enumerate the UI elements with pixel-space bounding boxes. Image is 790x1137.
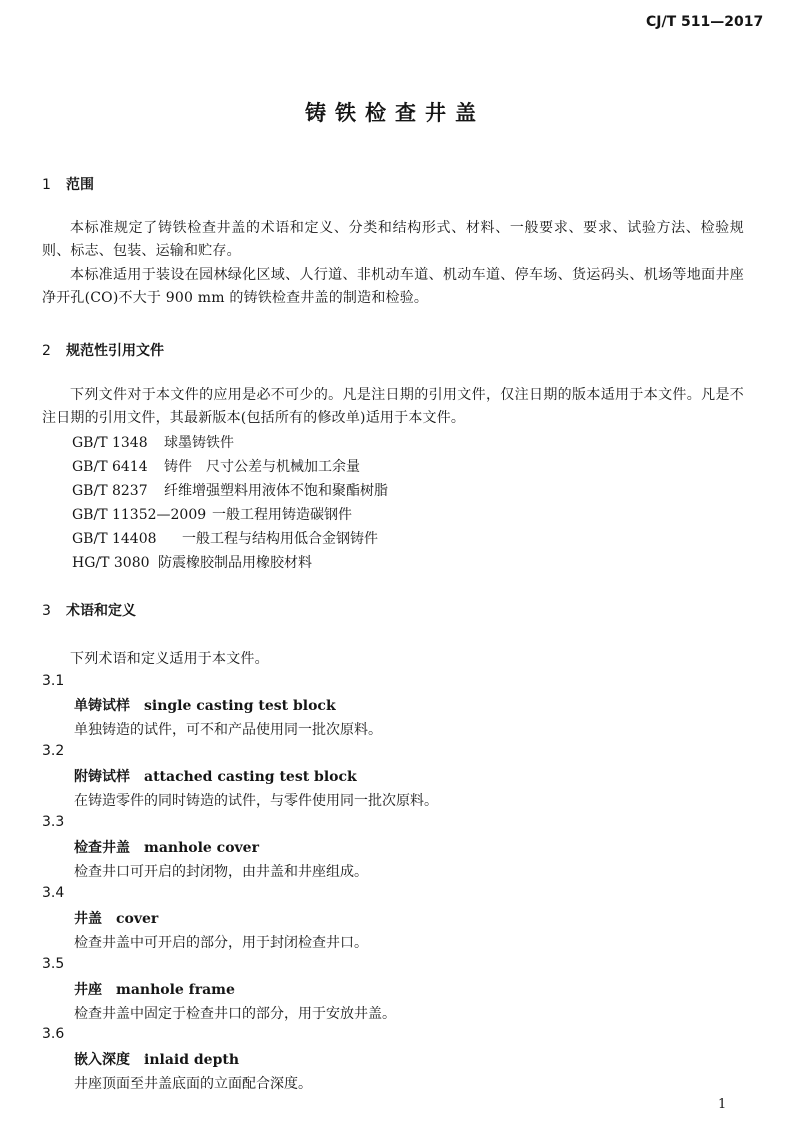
term-chinese: 井盖 (74, 911, 102, 927)
term-definition: 检查井盖中固定于检查井口的部分，用于安放井盖。 (74, 1006, 396, 1022)
term-english: attached casting test block (144, 769, 357, 785)
term-english: single casting test block (144, 698, 336, 714)
term-heading (74, 837, 259, 857)
terms-intro: 下列术语和定义适用于本文件。 (70, 651, 269, 667)
term-english: manhole cover (144, 840, 259, 856)
term-chinese: 检查井盖 (74, 840, 130, 856)
term-chinese: 井座 (74, 982, 102, 998)
term-number: 3.5 (42, 956, 65, 972)
term-chinese: 单铸试样 (74, 698, 130, 714)
term-definition: 井座顶面至井盖底面的立面配合深度。 (74, 1076, 312, 1092)
reference-item (72, 456, 360, 476)
term-definition: 检查井盖中可开启的部分，用于封闭检查井口。 (74, 935, 368, 951)
section-title: 范围 (66, 177, 94, 193)
reference-name: 一般工程用铸造碳钢件 (212, 507, 352, 523)
reference-name: 纤维增强塑料用液体不饱和聚酯树脂 (164, 483, 388, 499)
term-number: 3.4 (42, 885, 65, 901)
reference-name: 防震橡胶制品用橡胶材料 (158, 555, 312, 571)
document-title: 铸铁检查井盖 (305, 101, 485, 125)
term-chinese: 嵌入深度 (74, 1052, 130, 1068)
term-english: manhole frame (116, 982, 235, 998)
term-heading (74, 766, 357, 786)
term-heading (74, 695, 336, 715)
reference-code: GB/T 11352—2009 (72, 507, 207, 523)
reference-item (72, 528, 378, 548)
term-definition: 在铸造零件的同时铸造的试件，与零件使用同一批次原料。 (74, 793, 438, 809)
reference-item (72, 432, 234, 452)
section-number: 3 (42, 603, 51, 619)
term-definition: 检查井口可开启的封闭物，由井盖和井座组成。 (74, 864, 368, 880)
section-2-heading (42, 340, 164, 360)
section-1-heading (42, 174, 94, 194)
reference-name: 铸件 尺寸公差与机械加工余量 (164, 459, 360, 475)
reference-item (72, 480, 388, 500)
section-title: 术语和定义 (66, 603, 136, 619)
section-3-heading (42, 600, 136, 620)
reference-name: 球墨铸铁件 (164, 435, 234, 451)
term-number: 3.1 (42, 673, 65, 689)
normative-intro: 下列文件对于本文件的应用是必不可少的。凡是注日期的引用文件，仅注日期的版本适用于本文件。凡是不注日期的引用文件，其最新版本(包括所有的修改单)适用于本文件。 (42, 387, 744, 426)
reference-item (72, 504, 352, 524)
term-english: inlaid depth (144, 1052, 239, 1068)
reference-name: 一般工程与结构用低合金钢铸件 (182, 531, 378, 547)
reference-item (72, 552, 312, 572)
standard-code: CJ/T 511—2017 (646, 14, 764, 30)
page-number: 1 (718, 1097, 727, 1112)
scope-paragraph-2: 本标准适用于装设在园林绿化区域、人行道、非机动车道、机动车道、停车场、货运码头、机场等地面井座净开孔(CO)不大于 900 mm 的铸铁检查井盖的制造和检验。 (42, 267, 744, 306)
term-number: 3.2 (42, 743, 65, 759)
term-heading (74, 908, 158, 928)
reference-code: GB/T 8237 (72, 483, 148, 499)
reference-code: GB/T 1348 (72, 435, 148, 451)
term-number: 3.3 (42, 814, 65, 830)
section-title: 规范性引用文件 (66, 343, 164, 359)
term-number: 3.6 (42, 1026, 65, 1042)
term-chinese: 附铸试样 (74, 769, 130, 785)
term-heading (74, 1049, 239, 1069)
term-english: cover (116, 911, 159, 927)
reference-code: HG/T 3080 (72, 555, 150, 571)
term-heading (74, 979, 235, 999)
reference-code: GB/T 6414 (72, 459, 148, 475)
section-number: 2 (42, 343, 51, 359)
reference-code: GB/T 14408 (72, 531, 157, 547)
section-number: 1 (42, 177, 51, 193)
term-definition: 单独铸造的试件，可不和产品使用同一批次原料。 (74, 722, 382, 738)
scope-paragraph-1: 本标准规定了铸铁检查井盖的术语和定义、分类和结构形式、材料、一般要求、要求、试验方法、检验规则、标志、包装、运输和贮存。 (42, 220, 744, 259)
